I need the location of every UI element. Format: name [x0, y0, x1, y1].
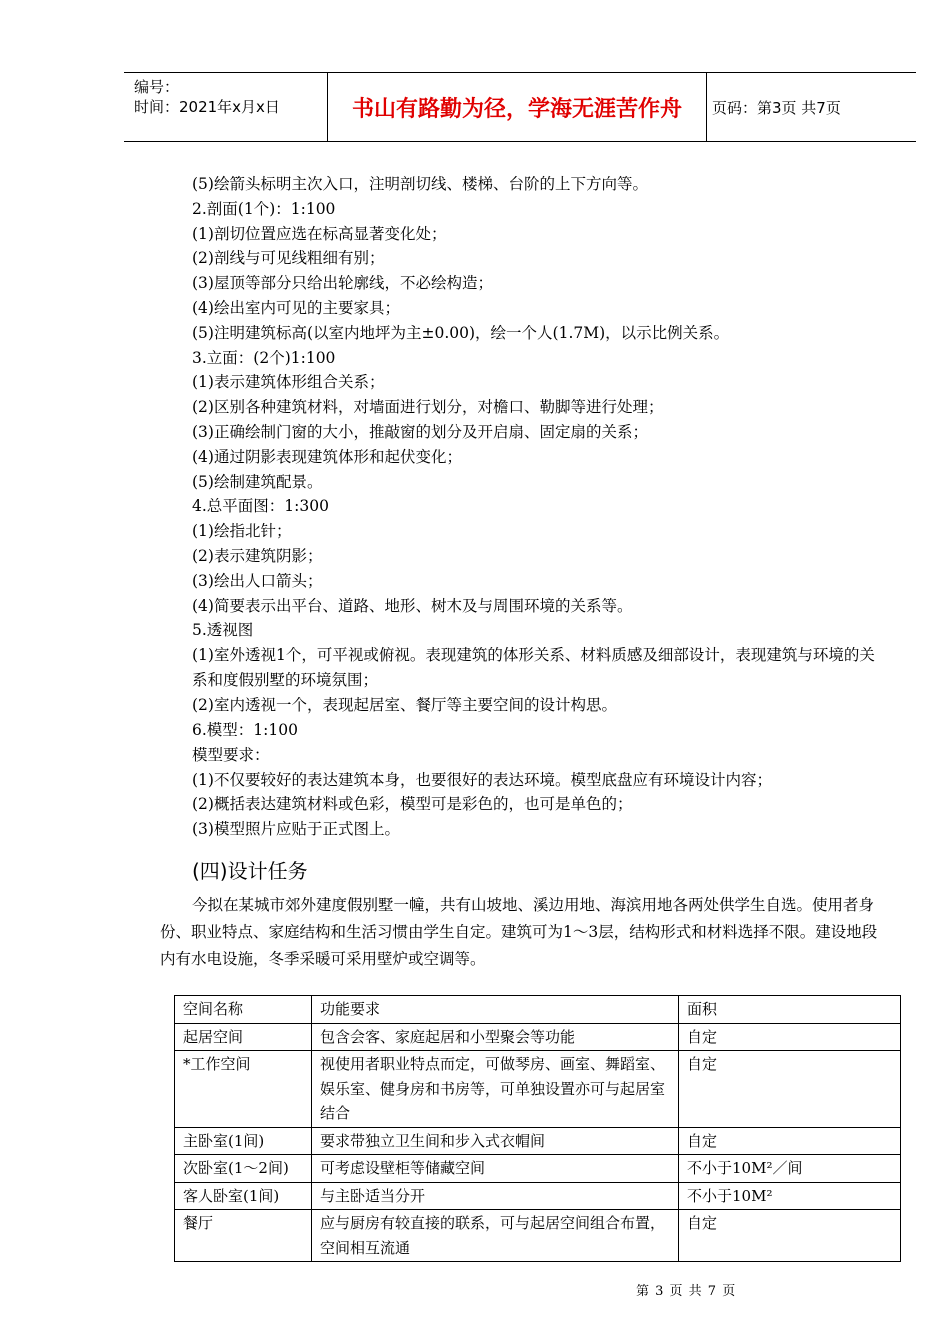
cell-area: 自定 — [679, 1051, 901, 1128]
exterior-perspective-text: (1)室外透视1个，可平视或俯视。表现建筑的体形关系、材料质感及细部设计，表现建筑与环境的关系和度假别墅的环境氛围； — [192, 646, 875, 690]
text-line: (1)剖切位置应选在标高显著变化处； — [192, 224, 447, 243]
text-line: (3)模型照片应贴于正式图上。 — [192, 820, 400, 839]
header-motto: 书山有路勤为径，学海无涯苦作舟 — [327, 73, 707, 141]
task-paragraph: 今拟在某城市郊外建度假别墅一幢，共有山坡地、溪边用地、海滨用地各两处供学生自选。使用者身份、职业特点、家庭结构和生活习惯由学生自定。建筑可为1～3层，结构形式和材料选择不限。建设地段内有水电设施，冬季采暖可采用壁炉或空调等。 — [160, 895, 878, 968]
text-line: (5)绘制建筑配景。 — [192, 472, 323, 491]
text-line: (5)注明建筑标高(以室内地坪为主±0.00)，绘一个人(1.7M)，以示比例关系。 — [192, 323, 730, 342]
document-time-label: 时间：2021年x月x日 — [134, 98, 280, 116]
text-line: (1)不仅要较好的表达建筑本身，也要很好的表达环境。模型底盘应有环境设计内容； — [192, 770, 772, 789]
cell-area: 自定 — [679, 1210, 901, 1262]
cell-function: 与主卧适当分开 — [312, 1182, 679, 1210]
table-row — [175, 1182, 901, 1210]
text-line: 3.立面：(2个)1:100 — [192, 348, 336, 367]
cell-space-name: 客人卧室(1间) — [175, 1182, 312, 1210]
cell-function: 应与厨房有较直接的联系，可与起居空间组合布置，空间相互流通 — [312, 1210, 679, 1262]
section-heading: (四)设计任务 — [192, 858, 308, 883]
space-requirements-table — [174, 995, 901, 1262]
cell-function: 包含会客、家庭起居和小型聚会等功能 — [312, 1023, 679, 1051]
header-page-label: 页码：第3页 共7页 — [712, 98, 841, 117]
table-row — [175, 1210, 901, 1262]
text-line: 5.透视图 — [192, 621, 254, 640]
header-meta — [134, 77, 280, 117]
text-line: (2)室内透视一个，表现起居室、餐厅等主要空间的设计构思。 — [192, 696, 617, 715]
cell-space-name: 次卧室(1～2间) — [175, 1155, 312, 1183]
cell-area: 不小于10M²／间 — [679, 1155, 901, 1183]
text-line: (4)通过阴影表现建筑体形和起伏变化； — [192, 447, 462, 466]
cell-function: 可考虑设壁柜等储藏空间 — [312, 1155, 679, 1183]
cell-area: 自定 — [679, 1023, 901, 1051]
cell-space-name: 起居空间 — [175, 1023, 312, 1051]
header-cell-function: 功能要求 — [312, 996, 679, 1024]
table-row — [175, 1155, 901, 1183]
text-line: (2)剖线与可见线粗细有别； — [192, 249, 385, 268]
text-line: (1)绘指北针； — [192, 522, 292, 541]
text-line: (4)绘出室内可见的主要家具； — [192, 298, 400, 317]
header-cell-space: 空间名称 — [175, 996, 312, 1024]
cell-space-name: 餐厅 — [175, 1210, 312, 1262]
text-line: (2)表示建筑阴影； — [192, 546, 323, 565]
text-line: (2)概括表达建筑材料或色彩，模型可是彩色的，也可是单色的； — [192, 795, 633, 814]
page-footer: 第 3 页 共 7 页 — [636, 1284, 737, 1299]
cell-space-name: *工作空间 — [175, 1051, 312, 1128]
cell-area: 自定 — [679, 1127, 901, 1155]
text-line: (1)表示建筑体形组合关系； — [192, 373, 385, 392]
text-line: (4)简要表示出平台、道路、地形、树木及与周围环境的关系等。 — [192, 596, 633, 615]
table-row — [175, 1051, 901, 1128]
table-row — [175, 1127, 901, 1155]
text-line: 2.剖面(1个)：1:100 — [192, 199, 336, 218]
requirements-list-part1 — [160, 172, 890, 643]
text-line: 6.模型：1:100 — [192, 720, 298, 739]
cell-function: 要求带独立卫生间和步入式衣帽间 — [312, 1127, 679, 1155]
text-line: (5)绘箭头标明主次入口，注明剖切线、楼梯、台阶的上下方向等。 — [192, 175, 648, 193]
text-line: (2)区别各种建筑材料，对墙面进行划分，对檐口、勒脚等进行处理； — [192, 398, 664, 417]
document-body — [160, 172, 890, 973]
table-header-row — [175, 996, 901, 1024]
cell-space-name: 主卧室(1间) — [175, 1127, 312, 1155]
text-line: (3)屋顶等部分只给出轮廓线，不必绘构造； — [192, 274, 493, 293]
requirements-list-part2 — [160, 693, 890, 842]
header-cell-area: 面积 — [679, 996, 901, 1024]
table-row — [175, 1023, 901, 1051]
text-line: 4.总平面图：1:300 — [192, 497, 329, 516]
text-line: (3)绘出人口箭头； — [192, 571, 323, 590]
document-number-label: 编号： — [134, 78, 180, 96]
text-line: (3)正确绘制门窗的大小，推敲窗的划分及开启扇、固定扇的关系； — [192, 422, 648, 441]
cell-area: 不小于10M² — [679, 1182, 901, 1210]
text-line: 模型要求： — [192, 745, 270, 764]
page-header — [124, 72, 916, 142]
cell-function: 视使用者职业特点而定，可做琴房、画室、舞蹈室、娱乐室、健身房和书房等，可单独设置亦可与起居室结合 — [312, 1051, 679, 1128]
